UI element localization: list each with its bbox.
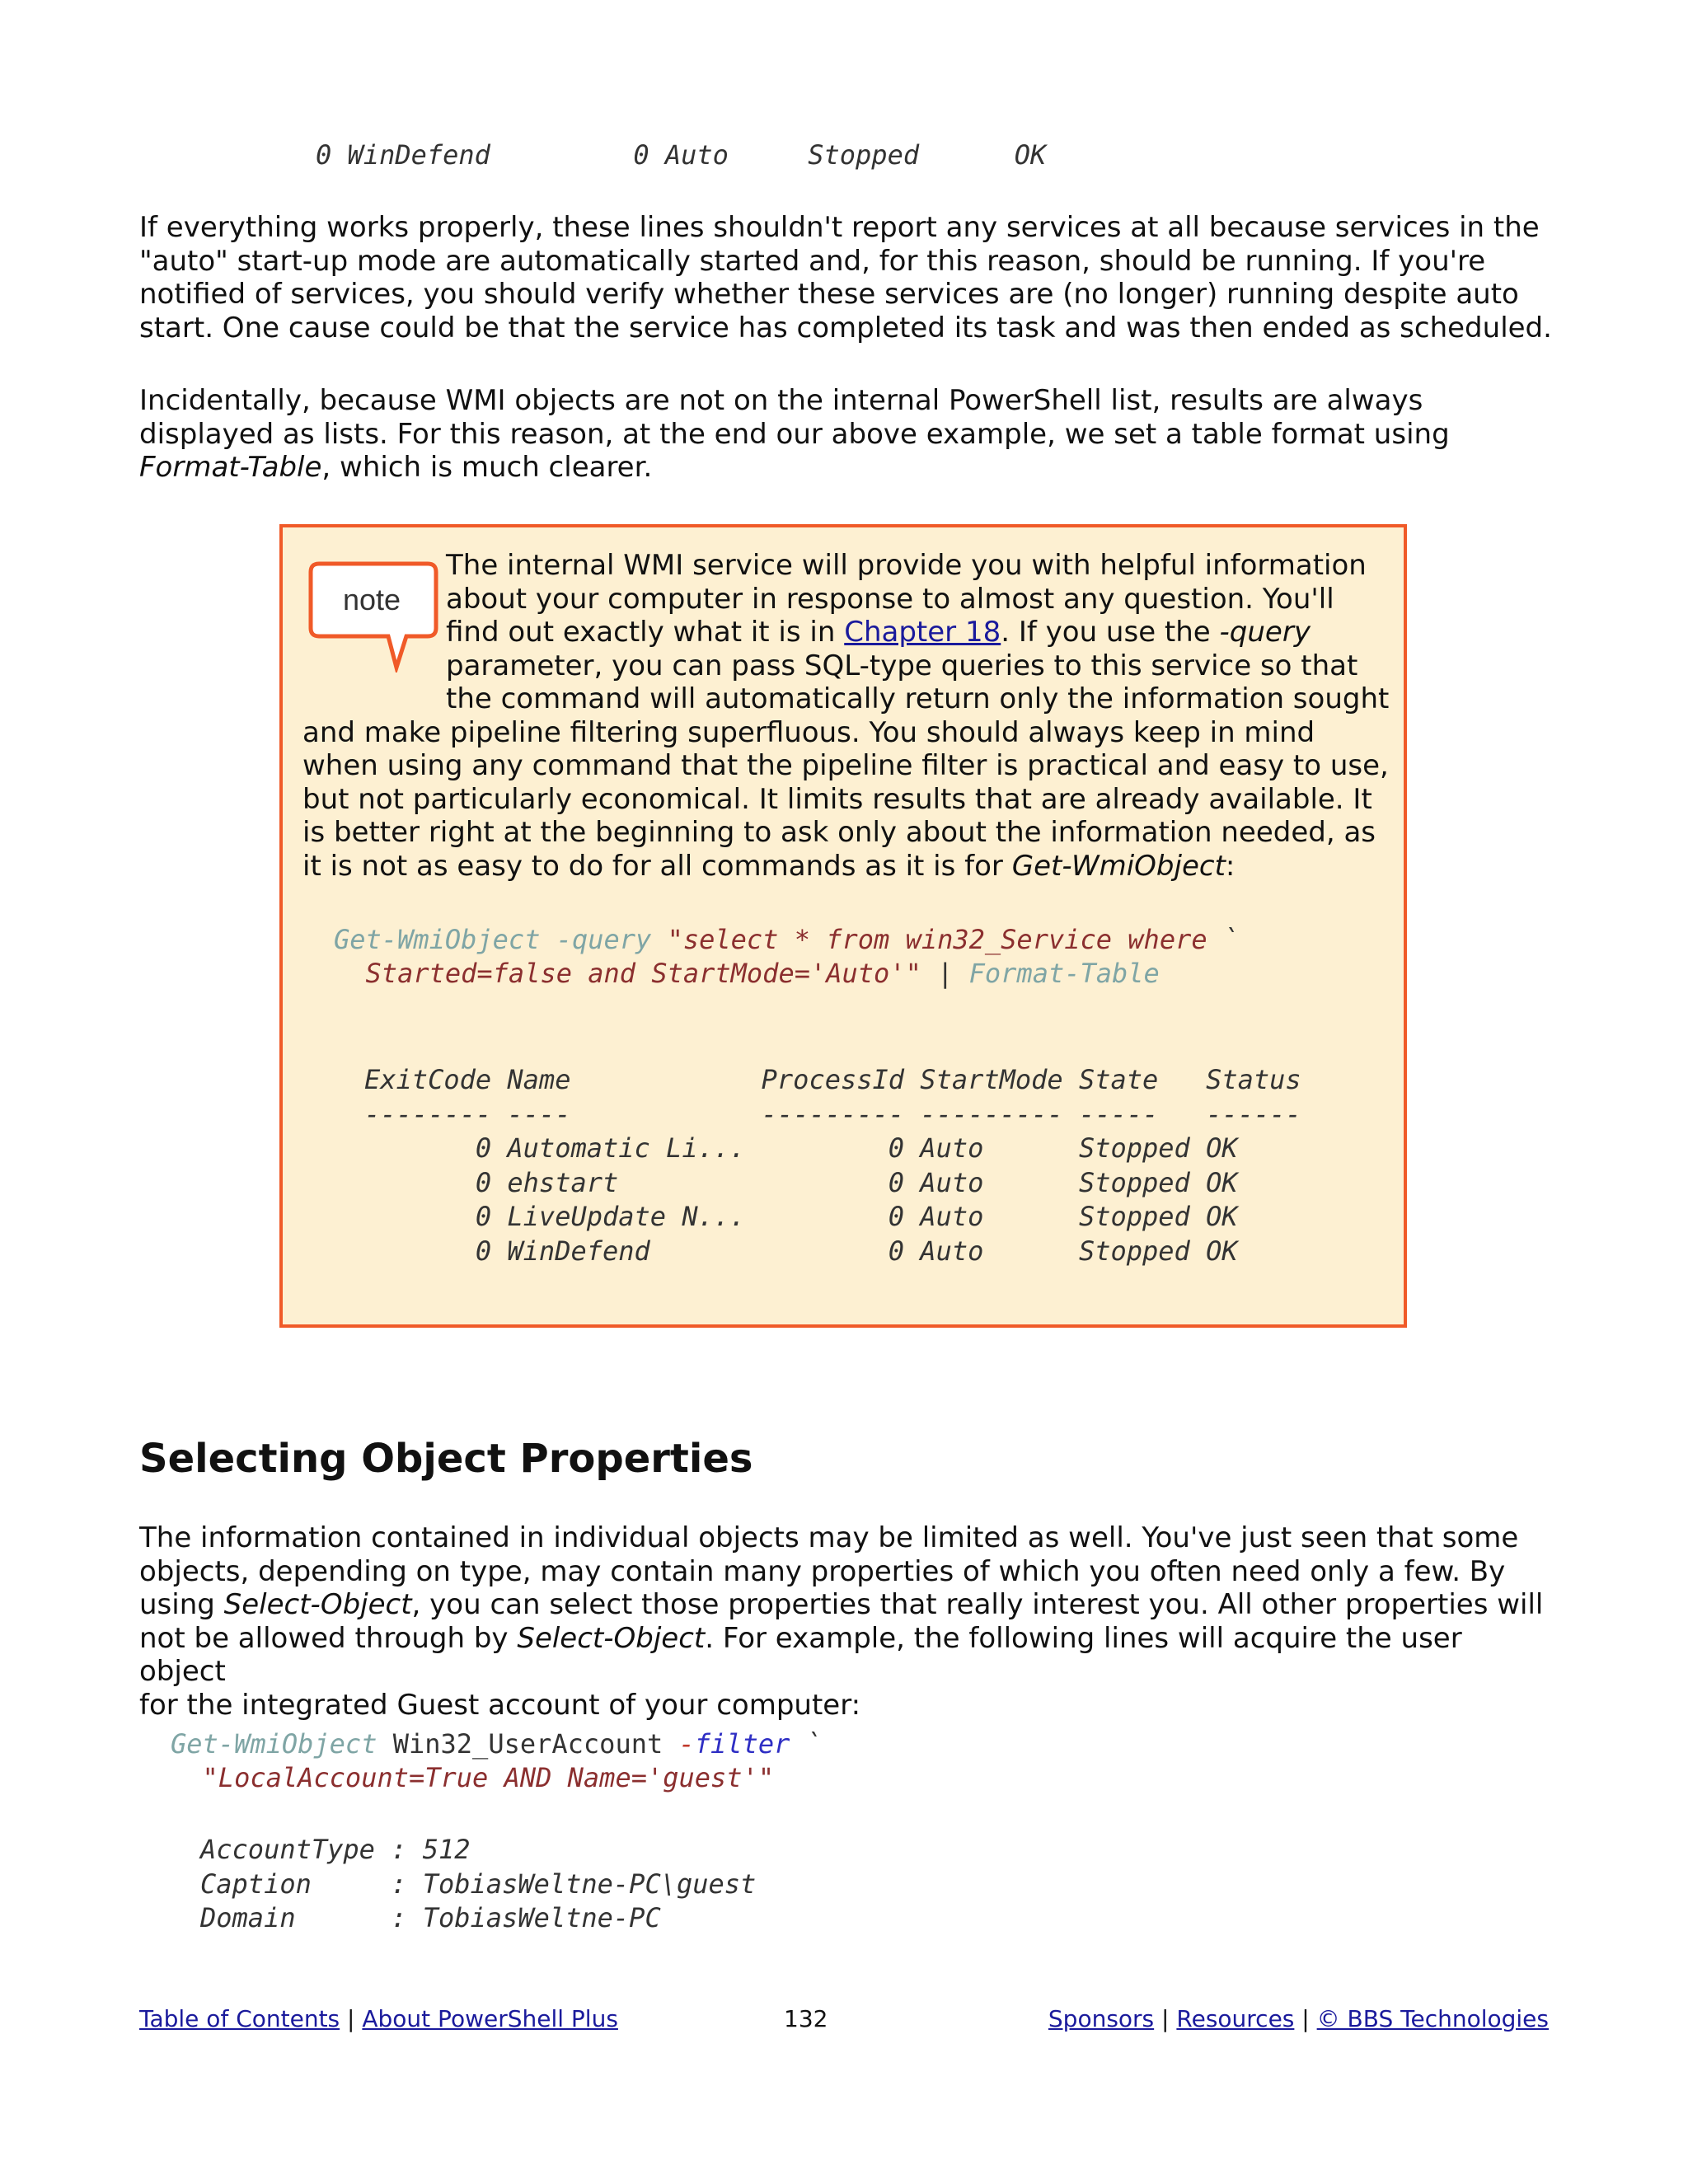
table-row: 0 LiveUpdate N... 0 Auto Stopped OK: [364, 1201, 1238, 1232]
text-line: about your computer in response to almost any question. You'll: [446, 582, 1334, 616]
footer-left-links: [139, 2004, 618, 2034]
text-line: If everything works properly, these lines shouldn't report any services at all because services in the: [139, 211, 1540, 244]
page-footer: [139, 2004, 1549, 2037]
table-row: 0 ehstart 0 Auto Stopped OK: [364, 1166, 1238, 1198]
separator: |: [1154, 2005, 1177, 2032]
code-block-query: [334, 923, 1239, 991]
text-line: objects, depending on type, may contain many properties of which you often need only a few. By: [139, 1554, 1506, 1588]
code-string: "select * from win32_Service where: [651, 924, 1223, 955]
text-line: the command will automatically return only the information sought: [446, 682, 1390, 715]
text-fragment: , you can select those properties that really interest you. All other properties will: [411, 1588, 1544, 1621]
output-line: AccountType : 512: [200, 1834, 471, 1865]
emphasis-select-object: Select-Object: [517, 1621, 706, 1655]
code-parameter-dash: -: [678, 1728, 695, 1760]
text-line: The internal WMI service will provide you with helpful information: [446, 549, 1367, 582]
paragraph-select-object: [139, 1521, 1557, 1722]
chapter-18-link[interactable]: Chapter 18: [844, 616, 1001, 649]
code-line: [334, 923, 1239, 957]
emphasis-select-object: Select-Object: [223, 1588, 412, 1621]
code-output-user-account: [200, 1833, 756, 1936]
text-fragment: . For example, the following lines will acquire the user object: [139, 1621, 1462, 1688]
note-icon-label: note: [342, 583, 401, 616]
code-cmdlet: Format-Table: [968, 958, 1160, 989]
sponsors-link[interactable]: Sponsors: [1048, 2005, 1155, 2032]
page-number: 132: [784, 2005, 828, 2032]
separator: |: [340, 2005, 363, 2032]
code-output-table: [364, 1063, 1301, 1268]
section-heading: Selecting Object Properties: [139, 1436, 753, 1482]
code-string: Started=false and StartMode='Auto'": [334, 958, 921, 989]
text-line: when using any command that the pipeline filter is practical and easy to use,: [302, 749, 1389, 782]
text-fragment: using: [139, 1588, 224, 1621]
table-rule: -------- ---- --------- --------- ----- ------: [364, 1098, 1301, 1130]
table-row: 0 WinDefend 0 Auto Stopped OK: [364, 1235, 1238, 1267]
text-fragment: find out exactly what it is in: [446, 616, 845, 649]
output-line: Domain : TobiasWeltne-PC: [200, 1902, 661, 1933]
text-line: parameter, you can pass SQL-type queries to this service so that: [446, 649, 1358, 682]
text-line: The information contained in individual objects may be limited as well. You've just seen that some: [139, 1521, 1519, 1554]
table-of-contents-link[interactable]: Table of Contents: [139, 2005, 340, 2032]
table-header: ExitCode Name ProcessId StartMode State Status: [364, 1064, 1301, 1095]
separator: |: [1294, 2005, 1317, 2032]
paragraph-services-check: [139, 211, 1557, 344]
code-output-line: 0 WinDefend 0 Auto Stopped OK: [316, 139, 1047, 171]
code-continuation: `: [1222, 924, 1240, 955]
code-cmdlet: Get-WmiObject: [171, 1728, 377, 1760]
code-argument: Win32_UserAccount: [377, 1728, 679, 1760]
code-continuation: `: [790, 1728, 822, 1760]
code-string: "LocalAccount=True AND Name='guest'": [171, 1762, 775, 1793]
code-parameter: -query: [540, 924, 652, 955]
output-line: Caption : TobiasWeltne-PC\guest: [200, 1868, 757, 1900]
about-powershell-plus-link[interactable]: About PowerShell Plus: [362, 2005, 618, 2032]
code-line: [171, 1761, 822, 1795]
text-line: and make pipeline filtering superfluous. You should always keep in mind: [302, 715, 1315, 749]
text-line: for the integrated Guest account of your computer:: [139, 1688, 861, 1722]
text-line: [302, 616, 1390, 649]
resources-link[interactable]: Resources: [1176, 2005, 1295, 2032]
code-line: [171, 1727, 822, 1761]
text-fragment: . If you use the: [1001, 616, 1220, 649]
table-row: 0 Automatic Li... 0 Auto Stopped OK: [364, 1132, 1238, 1164]
note-callout-box: [279, 524, 1407, 1328]
text-line: Incidentally, because WMI objects are not on the internal PowerShell list, results are always: [139, 384, 1423, 417]
text-line: is better right at the beginning to ask only about the information needed, as: [302, 816, 1376, 849]
text-fragment: it is not as easy to do for all commands as it is for: [302, 849, 1012, 883]
code-pipe: |: [921, 958, 969, 989]
emphasis-get-wmiobject: Get-WmiObject: [1011, 849, 1226, 883]
text-line: notified of services, you should verify whether these services are (no longer) running despite auto: [139, 278, 1519, 311]
note-text: [302, 549, 1390, 883]
footer-right-links: [1048, 2004, 1549, 2034]
text-fragment: not be allowed through by: [139, 1621, 518, 1655]
text-line: [139, 1588, 1557, 1622]
text-line: "auto" start-up mode are automatically started and, for this reason, should be running. If you're: [139, 244, 1486, 278]
code-cmdlet: Get-WmiObject: [334, 924, 541, 955]
bbs-technologies-link[interactable]: © BBS Technologies: [1316, 2005, 1549, 2032]
code-line: [334, 957, 1239, 991]
text-line: but not particularly economical. It limits results that are already available. It: [302, 782, 1372, 816]
code-parameter: filter: [694, 1728, 790, 1760]
code-block-user-account: [171, 1727, 822, 1795]
emphasis-query: -query: [1219, 616, 1311, 649]
text-line: start. One cause could be that the service has completed its task and was then ended as scheduled.: [139, 311, 1552, 344]
text-line: displayed as lists. For this reason, at the end our above example, we set a table format using: [139, 417, 1450, 451]
text-line: [139, 1622, 1557, 1689]
text-line: [139, 451, 1557, 485]
paragraph-wmi-lists: [139, 384, 1557, 485]
emphasis-format-table: Format-Table: [139, 451, 322, 484]
text-fragment: :: [1225, 849, 1236, 883]
text-line: [302, 850, 1390, 883]
text-fragment: , which is much clearer.: [321, 451, 653, 484]
